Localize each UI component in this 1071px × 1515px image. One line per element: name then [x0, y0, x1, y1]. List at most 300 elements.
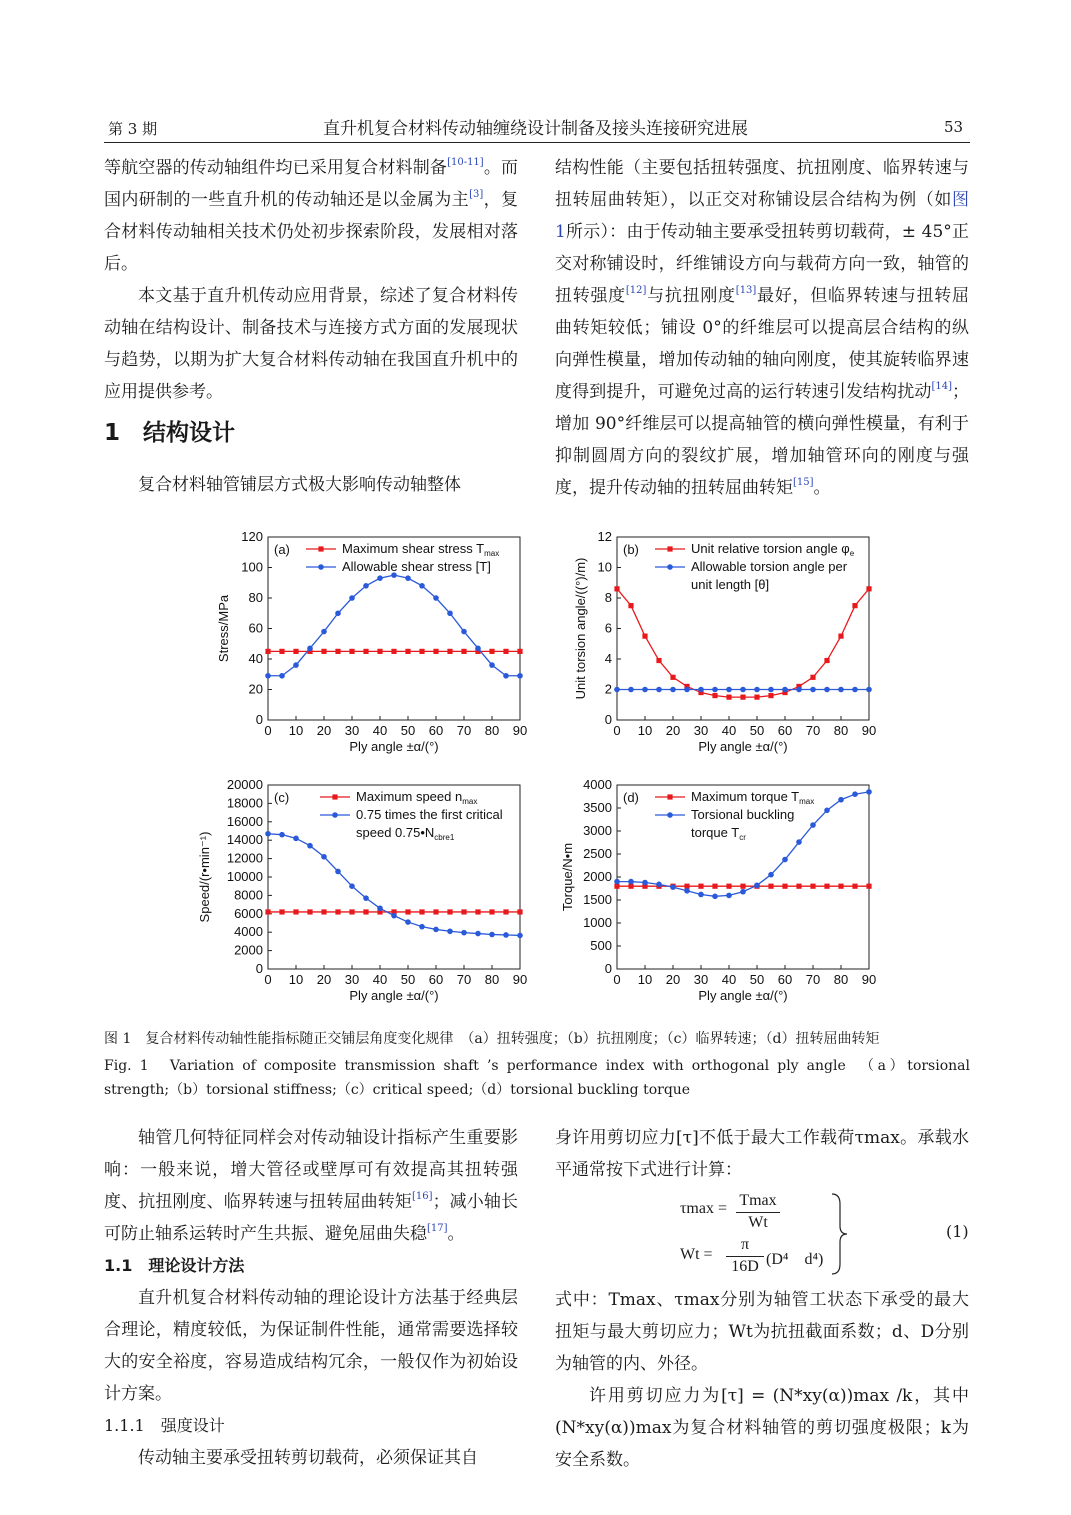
- data-point: [698, 687, 704, 693]
- header-rule: [104, 142, 970, 143]
- data-point: [489, 662, 495, 668]
- paragraph: 等航空器的传动轴组件均已采用复合材料制备[10-11]。而国内研制的一些直升机的传动轴还是以金属为主[3]，复合材料传动轴相关技术仍处初步探索阶段，发展相对落后。: [104, 157, 519, 274]
- data-point: [321, 649, 326, 654]
- data-point: [461, 649, 466, 654]
- equation-1: [680, 1192, 970, 1276]
- data-point: [712, 884, 717, 889]
- legend-label: Allowable torsion angle per: [691, 559, 848, 574]
- data-point: [866, 687, 872, 693]
- citation[interactable]: [12]: [625, 285, 647, 296]
- data-point: [279, 832, 285, 838]
- data-point: [419, 924, 425, 930]
- data-point: [461, 930, 467, 936]
- data-point: [293, 836, 299, 842]
- data-point: [614, 879, 620, 885]
- x-tick-label: 70: [456, 723, 472, 738]
- data-point: [782, 857, 788, 863]
- data-point: [377, 905, 383, 911]
- data-point: [279, 649, 284, 654]
- citation[interactable]: [13]: [735, 285, 757, 296]
- data-point: [349, 595, 355, 601]
- x-tick-label: 20: [316, 972, 332, 987]
- chart-c: [195, 770, 540, 1015]
- citation[interactable]: [15]: [793, 477, 814, 488]
- data-point: [265, 831, 271, 837]
- x-tick-label: 50: [400, 723, 416, 738]
- x-tick-label: 20: [316, 723, 332, 738]
- data-point: [517, 909, 522, 914]
- fraction-bar: [736, 1212, 780, 1213]
- x-axis-label: Ply angle ±α/(°): [349, 988, 439, 1003]
- data-point: [726, 687, 732, 693]
- data-point: [293, 649, 298, 654]
- y-axis-label: Unit torsion angle/((°)/m): [573, 557, 588, 700]
- subsection-heading: 1.1 理论设计方法: [104, 1256, 245, 1275]
- chart-b: [560, 525, 890, 765]
- data-point: [307, 646, 313, 652]
- data-point: [377, 649, 382, 654]
- data-point: [391, 649, 396, 654]
- data-point: [307, 909, 312, 914]
- y-tick-label: 1500: [583, 892, 612, 907]
- x-tick-label: 70: [456, 972, 472, 987]
- data-point: [838, 634, 843, 639]
- x-tick-label: 40: [372, 723, 388, 738]
- data-point: [768, 884, 773, 889]
- y-tick-label: 18000: [226, 795, 263, 811]
- x-tick-label: 30: [693, 723, 709, 738]
- left-column-lead: [104, 469, 518, 501]
- x-tick-label: 50: [749, 723, 765, 738]
- data-point: [475, 909, 480, 914]
- citation[interactable]: [10-11]: [447, 157, 484, 168]
- paragraph: 直升机复合材料传动轴的理论设计方法基于经典层合理论，精度较低，为保证制件性能，通常需要选择较大的安全裕度，容易造成结构冗余，一般仅作为初始设计方案。: [104, 1288, 518, 1404]
- data-point: [740, 687, 746, 693]
- x-tick-label: 70: [805, 723, 821, 738]
- data-point: [405, 575, 411, 581]
- y-tick-label: 120: [241, 529, 263, 544]
- data-point: [363, 909, 368, 914]
- data-point: [279, 673, 285, 679]
- y-tick-label: 60: [248, 620, 263, 636]
- journal-issue: 第 3 期: [108, 120, 158, 138]
- data-point: [447, 909, 452, 914]
- y-tick-label: 20000: [226, 777, 263, 792]
- y-tick-label: 20: [248, 681, 263, 697]
- data-point: [796, 884, 801, 889]
- legend-label: Maximum speed $n_{max}$: [356, 789, 478, 806]
- data-point: [796, 687, 802, 693]
- data-point: [712, 693, 717, 698]
- legend-label: Unit relative torsion angle $\varphi_e$: [691, 541, 855, 558]
- right-column-bottom: [555, 1122, 969, 1186]
- series-line: [268, 575, 520, 676]
- y-tick-label: 0: [604, 712, 612, 727]
- x-tick-label: 80: [484, 972, 500, 987]
- data-point: [852, 603, 857, 608]
- y-tick-label: 3000: [583, 823, 612, 838]
- data-point: [265, 649, 270, 654]
- data-point: [335, 909, 340, 914]
- data-point: [335, 869, 341, 875]
- panel-label: (a): [274, 542, 290, 557]
- y-tick-label: 80: [248, 590, 263, 605]
- y-axis-label: Stress/MPa: [216, 594, 231, 663]
- data-point: [726, 695, 731, 700]
- legend-label: torque $T_{cr}$: [691, 825, 746, 842]
- data-point: [265, 909, 270, 914]
- panel-label: (b): [623, 542, 639, 557]
- x-tick-label: 60: [777, 972, 793, 987]
- chart-d: [560, 770, 890, 1015]
- data-point: [377, 575, 383, 581]
- data-point: [740, 889, 746, 895]
- legend-subscript: max: [462, 797, 478, 806]
- y-tick-label: 1000: [583, 915, 612, 930]
- data-point: [307, 843, 313, 849]
- data-point: [838, 797, 844, 803]
- data-point: [475, 646, 481, 652]
- data-point: [461, 909, 466, 914]
- data-point: [433, 927, 439, 933]
- legend-marker: [332, 812, 338, 818]
- data-point: [684, 687, 690, 693]
- page-number: 53: [944, 118, 964, 136]
- x-axis-label: Ply angle ±α/(°): [349, 739, 439, 754]
- data-point: [489, 932, 495, 938]
- legend-marker: [318, 564, 324, 570]
- data-point: [642, 687, 648, 693]
- eq-lhs: Wt =: [680, 1246, 713, 1263]
- legend-subscript: cr: [739, 833, 746, 842]
- eq-denominator: Wt: [748, 1214, 768, 1231]
- data-point: [405, 909, 410, 914]
- data-point: [824, 884, 829, 889]
- data-point: [349, 883, 355, 889]
- y-tick-label: 4: [604, 651, 612, 666]
- data-point: [698, 892, 704, 898]
- data-point: [810, 675, 815, 680]
- x-tick-label: 20: [665, 972, 681, 987]
- citation[interactable]: [14]: [931, 381, 952, 392]
- data-point: [503, 909, 508, 914]
- y-tick-label: 2: [604, 681, 612, 697]
- legend-marker: [667, 794, 672, 799]
- data-point: [447, 649, 452, 654]
- x-tick-label: 40: [721, 972, 737, 987]
- x-tick-label: 10: [637, 723, 653, 738]
- x-tick-label: 90: [861, 723, 877, 738]
- data-point: [656, 882, 662, 888]
- paragraph: 结构性能（主要包括扭转强度、抗扭刚度、临界转速与扭转屈曲转矩），以正交对称铺设层合结构为例（如图 1所示）：由于传动轴主要承受扭转剪切载荷，± 45°正交对称铺设时，纤维铺设方向与载荷方向一致，轴管的扭转强度[12]与抗扭刚度[13]最好，但临界转速与扭转屈曲转矩较低；铺设 0°的纤维层可以提高层合结构的纵向弹性模量，增加传动轴的轴向刚度，使其旋转临界速度得到提升，可避免过高的运行转速引发结构扰动[14]；增加 90°纤维层可以提高轴管的横向弹性模量，有利于抑制圆周方向的裂纹扩展，增加轴管环向的刚度与强度，提升传动轴的扭转屈曲转矩[15]。: [555, 158, 970, 498]
- fraction-bar: [726, 1256, 764, 1257]
- y-tick-label: 0: [255, 712, 263, 727]
- data-point: [447, 928, 453, 934]
- x-tick-label: 60: [428, 972, 444, 987]
- legend-label: Torsional buckling: [691, 807, 795, 822]
- x-tick-label: 50: [400, 972, 416, 987]
- y-tick-label: 16000: [226, 813, 263, 829]
- data-point: [866, 789, 872, 795]
- y-tick-label: 8000: [234, 887, 263, 903]
- chart-a: [195, 525, 540, 765]
- data-point: [754, 687, 760, 693]
- citation[interactable]: [16]: [412, 1191, 433, 1202]
- x-axis-label: Ply angle ±α/(°): [698, 739, 788, 754]
- x-tick-label: 70: [805, 972, 821, 987]
- data-point: [419, 909, 424, 914]
- data-point: [754, 882, 760, 888]
- data-point: [447, 610, 453, 616]
- y-tick-label: 2500: [583, 846, 612, 861]
- data-point: [363, 649, 368, 654]
- data-point: [866, 586, 871, 591]
- y-tick-label: 12000: [226, 850, 263, 866]
- legend-marker: [667, 546, 672, 551]
- figure-caption-en: Fig. 1 Variation of composite transmission shaft ’s performance index with orthogonal ply angle （a）torsional strength;（b）torsional stiffness;（c）critical speed;（d）torsional buckling torque: [104, 1058, 970, 1098]
- legend-marker: [667, 812, 673, 818]
- x-tick-label: 80: [833, 972, 849, 987]
- section-heading: 1 结构设计: [104, 420, 236, 446]
- data-point: [782, 687, 788, 693]
- data-point: [614, 586, 619, 591]
- data-point: [712, 894, 718, 900]
- x-tick-label: 10: [288, 972, 304, 987]
- data-point: [656, 687, 662, 693]
- data-point: [517, 933, 523, 939]
- right-column-top: [555, 152, 969, 504]
- data-point: [866, 884, 871, 889]
- data-point: [726, 893, 732, 899]
- data-point: [391, 913, 397, 919]
- data-point: [852, 884, 857, 889]
- data-point: [656, 658, 661, 663]
- data-point: [461, 629, 467, 635]
- data-point: [670, 687, 676, 693]
- data-point: [628, 687, 634, 693]
- y-axis-label: Speed/(r•min⁻¹): [197, 831, 212, 923]
- eq-numerator: Tmax: [739, 1192, 777, 1209]
- left-column-bottom: [104, 1122, 518, 1474]
- data-point: [768, 872, 774, 878]
- x-tick-label: 30: [693, 972, 709, 987]
- y-tick-label: 0: [604, 961, 612, 976]
- data-point: [475, 931, 481, 937]
- legend-label: speed $0.75•N_{cbre1}$: [356, 825, 455, 842]
- data-point: [628, 603, 633, 608]
- y-tick-label: 2000: [583, 869, 612, 884]
- legend-subscript: cbre1: [434, 833, 455, 842]
- y-tick-label: 40: [248, 651, 263, 666]
- data-point: [517, 649, 522, 654]
- paragraph: 身许用剪切应力[τ]不低于最大工作载荷τmax。承载水平通常按下式进行计算：: [555, 1128, 969, 1180]
- y-tick-label: 12: [597, 529, 612, 544]
- x-tick-label: 10: [288, 723, 304, 738]
- data-point: [824, 808, 830, 814]
- data-point: [740, 884, 745, 889]
- data-point: [670, 675, 675, 680]
- legend-label: 0.75 times the first critical: [356, 807, 503, 822]
- data-point: [293, 909, 298, 914]
- legend-marker: [667, 564, 673, 570]
- citation[interactable]: [17]: [427, 1223, 448, 1234]
- paragraph: 式中：Tmax、τmax分别为轴管工状态下承受的最大扭矩与最大剪切应力；Wt为抗扭截面系数；d、D分别为轴管的内、外径。: [555, 1290, 969, 1374]
- data-point: [419, 649, 424, 654]
- x-tick-label: 50: [749, 972, 765, 987]
- data-point: [503, 932, 509, 938]
- data-point: [838, 884, 843, 889]
- data-point: [419, 583, 425, 589]
- data-point: [642, 634, 647, 639]
- data-point: [363, 583, 369, 589]
- data-point: [503, 649, 508, 654]
- eq-lhs: τmax =: [680, 1200, 727, 1217]
- y-tick-label: 14000: [226, 832, 263, 848]
- left-column-top: [104, 152, 518, 408]
- x-tick-label: 80: [833, 723, 849, 738]
- x-tick-label: 90: [861, 972, 877, 987]
- paragraph: 许用剪切应力为[τ] = (N*xy(α))max /k，其中(N*xy(α))max为复合材料轴管的剪切强度极限；k为安全系数。: [555, 1386, 969, 1470]
- legend-subscript: max: [799, 797, 815, 806]
- data-point: [321, 909, 326, 914]
- data-point: [642, 880, 648, 886]
- legend-label: Maximum shear stress $T_{max}$: [342, 541, 500, 558]
- subsubsection-heading: 1.1.1 强度设计: [104, 1416, 225, 1435]
- data-point: [503, 673, 509, 679]
- data-point: [824, 658, 829, 663]
- eq-rhs: (D⁴ d⁴): [766, 1251, 824, 1268]
- data-point: [489, 909, 494, 914]
- data-point: [405, 649, 410, 654]
- data-point: [670, 884, 676, 890]
- data-point: [810, 687, 816, 693]
- y-tick-label: 4000: [234, 924, 263, 940]
- legend-subscript: max: [484, 549, 500, 558]
- y-tick-label: 10: [597, 559, 612, 575]
- legend-label: Allowable shear stress [T]: [342, 559, 491, 574]
- x-tick-label: 90: [512, 723, 528, 738]
- panel-label: (c): [274, 790, 290, 805]
- data-point: [279, 909, 284, 914]
- equation-number: (1): [946, 1222, 969, 1241]
- figure-caption-zh: 图 1 复合材料传动轴性能指标随正交铺层角度变化规律 （a）扭转强度；（b）抗扭刚度；（c）临界转速；（d）扭转屈曲转矩: [104, 1031, 880, 1047]
- series-line: [617, 589, 869, 697]
- figure-link[interactable]: 图 1: [555, 190, 969, 242]
- x-axis-label: Ply angle ±α/(°): [698, 988, 788, 1003]
- eq-numerator: π: [740, 1236, 750, 1253]
- data-point: [517, 673, 523, 679]
- data-point: [698, 884, 703, 889]
- y-tick-label: 3500: [583, 800, 612, 815]
- data-point: [433, 909, 438, 914]
- legend-label: unit length [θ]: [691, 577, 770, 592]
- data-point: [768, 687, 774, 693]
- x-tick-label: 80: [484, 723, 500, 738]
- data-point: [489, 649, 494, 654]
- y-tick-label: 500: [590, 938, 612, 953]
- paragraph: 轴管几何特征同样会对传动轴设计指标产生重要影响：一般来说，增大管径或壁厚可有效提高其扭转强度、抗扭刚度、临界转速与扭转屈曲转矩[16]；减小轴长可防止轴系运转时产生共振、避免屈曲失稳[17]。: [104, 1128, 519, 1244]
- legend-label: Maximum torque $T_{max}$: [691, 789, 815, 806]
- data-point: [838, 687, 844, 693]
- x-tick-label: 40: [372, 972, 388, 987]
- x-tick-label: 90: [512, 972, 528, 987]
- data-point: [712, 687, 718, 693]
- data-point: [810, 822, 816, 828]
- running-title: 直升机复合材料传动轴缠绕设计制备及接头连接研究进展: [323, 119, 748, 139]
- y-axis-label: Torque/N•m: [560, 842, 575, 912]
- data-point: [726, 884, 731, 889]
- data-point: [768, 693, 773, 698]
- x-tick-label: 20: [665, 723, 681, 738]
- legend-marker: [318, 546, 323, 551]
- data-point: [405, 919, 411, 925]
- eq-denominator: 16D: [731, 1258, 759, 1275]
- data-point: [628, 879, 634, 885]
- data-point: [796, 839, 802, 845]
- series-line: [268, 834, 520, 936]
- paragraph: 复合材料轴管铺层方式极大影响传动轴整体: [138, 475, 461, 495]
- x-tick-label: 60: [428, 723, 444, 738]
- paragraph: 本文基于直升机传动应用背景，综述了复合材料传动轴在结构设计、制备技术与连接方式方面的发展现状与趋势，以期为扩大复合材料传动轴在我国直升机中的应用提供参考。: [104, 286, 518, 402]
- x-tick-label: 0: [264, 723, 272, 738]
- data-point: [852, 791, 858, 797]
- data-point: [321, 629, 327, 635]
- data-point: [335, 649, 340, 654]
- y-tick-label: 100: [241, 559, 263, 575]
- y-tick-label: 6000: [234, 905, 263, 921]
- data-point: [363, 895, 369, 901]
- data-point: [782, 884, 787, 889]
- y-tick-label: 4000: [583, 777, 612, 792]
- x-tick-label: 0: [613, 723, 621, 738]
- data-point: [293, 662, 299, 668]
- y-tick-label: 8: [604, 590, 612, 605]
- y-tick-label: 10000: [226, 869, 263, 884]
- data-point: [684, 888, 690, 894]
- x-tick-label: 10: [637, 972, 653, 987]
- legend-marker: [332, 794, 337, 799]
- data-point: [321, 854, 327, 860]
- data-point: [265, 673, 271, 679]
- x-tick-label: 0: [264, 972, 272, 987]
- y-tick-label: 2000: [234, 942, 263, 958]
- y-tick-label: 0: [255, 961, 263, 976]
- data-point: [740, 695, 745, 700]
- right-brace: [830, 1192, 850, 1276]
- x-tick-label: 0: [613, 972, 621, 987]
- y-tick-label: 6: [604, 620, 612, 636]
- data-point: [754, 695, 759, 700]
- x-tick-label: 30: [344, 723, 360, 738]
- x-tick-label: 40: [721, 723, 737, 738]
- data-point: [824, 687, 830, 693]
- legend-subscript: e: [849, 549, 855, 558]
- data-point: [810, 884, 815, 889]
- x-tick-label: 30: [344, 972, 360, 987]
- data-point: [433, 595, 439, 601]
- citation[interactable]: [3]: [469, 189, 484, 200]
- data-point: [335, 610, 341, 616]
- paragraph: 传动轴主要承受扭转剪切载荷，必须保证其自: [138, 1448, 478, 1468]
- data-point: [614, 687, 620, 693]
- data-point: [349, 649, 354, 654]
- data-point: [433, 649, 438, 654]
- data-point: [349, 909, 354, 914]
- right-column-bottom-2: [555, 1284, 969, 1476]
- panel-label: (d): [623, 790, 639, 805]
- data-point: [852, 687, 858, 693]
- x-tick-label: 60: [777, 723, 793, 738]
